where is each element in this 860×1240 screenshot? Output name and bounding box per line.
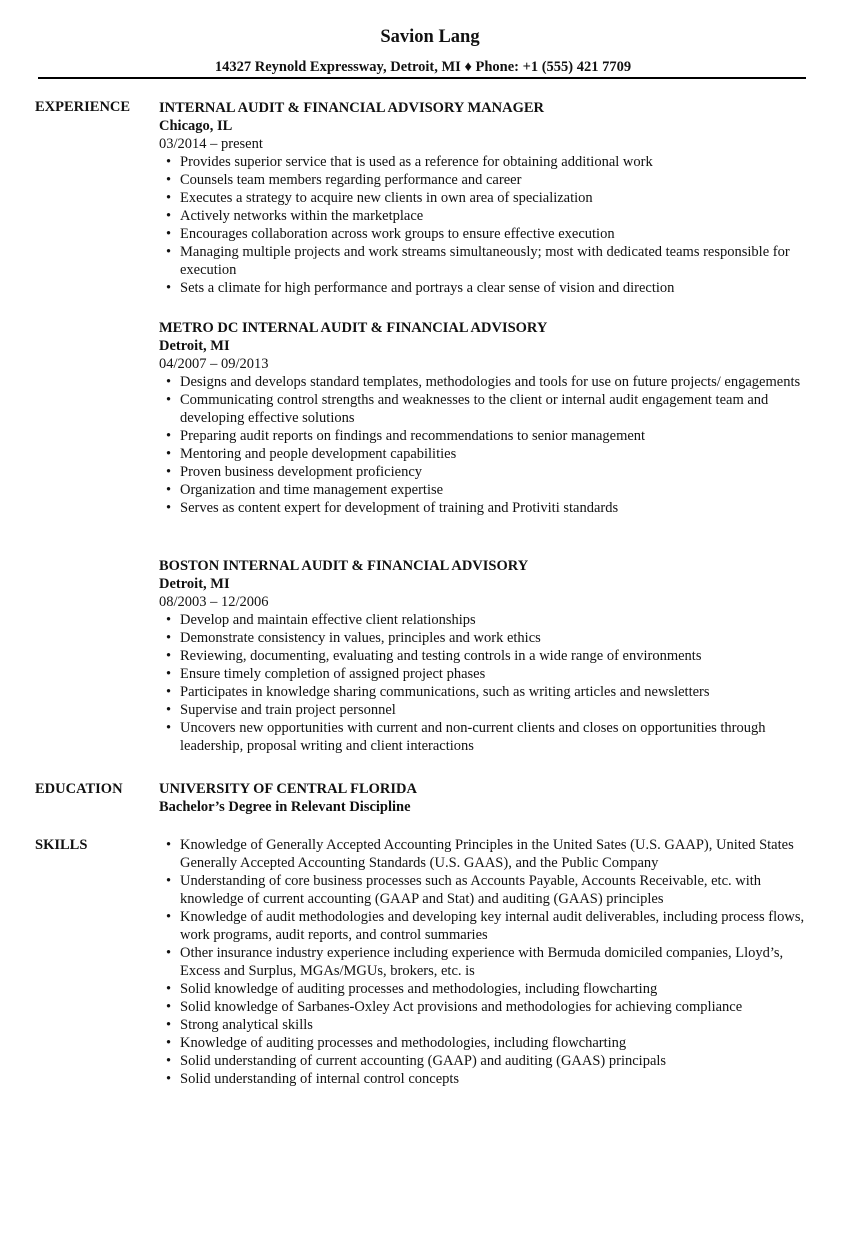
list-item: • Uncovers new opportunities with current and non-current clients and closes on opportunities through leadership, proposal writing and client interactions (180, 719, 815, 755)
list-item: • Knowledge of Generally Accepted Accounting Principles in the United Sates (U.S. GAAP), United States Generally Accepted Accounting Standards (U.S. GAAS), and the Public Company (180, 836, 815, 872)
list-item: • Executes a strategy to acquire new clients in own area of specialization (180, 189, 815, 207)
list-item: • Designs and develops standard templates, methodologies and tools for use on future projects/ engagements (180, 373, 815, 391)
job-entry (159, 319, 815, 517)
job-bullets (159, 611, 815, 755)
list-item: • Demonstrate consistency in values, principles and work ethics (180, 629, 815, 647)
job-bullets (159, 373, 815, 517)
list-item: • Other insurance industry experience including experience with Bermuda domiciled companies, Lloyd’s, Excess and Surplus, MGAs/MGUs, brokers, etc. is (180, 944, 815, 980)
job-dates: 04/2007 – 09/2013 (159, 356, 269, 372)
job-title: METRO DC INTERNAL AUDIT & FINANCIAL ADVISORY (159, 320, 548, 336)
job-title: BOSTON INTERNAL AUDIT & FINANCIAL ADVISORY (159, 558, 529, 574)
list-item: • Participates in knowledge sharing communications, such as writing articles and newsletters (180, 683, 815, 701)
list-item: • Solid knowledge of auditing processes and methodologies, including flowcharting (180, 980, 815, 998)
list-item: • Actively networks within the marketplace (180, 207, 815, 225)
job-entry (159, 99, 815, 297)
skills-list (159, 836, 815, 1088)
list-item: • Reviewing, documenting, evaluating and testing controls in a wide range of environments (180, 647, 815, 665)
list-item: • Solid understanding of current accounting (GAAP) and auditing (GAAS) principals (180, 1052, 815, 1070)
candidate-name: Savion Lang (380, 27, 480, 47)
list-item: • Organization and time management expertise (180, 481, 815, 499)
job-dates: 08/2003 – 12/2006 (159, 594, 269, 610)
skills-entry (159, 836, 815, 1088)
list-item: • Encourages collaboration across work groups to ensure effective execution (180, 225, 815, 243)
school-name: UNIVERSITY OF CENTRAL FLORIDA (159, 781, 417, 797)
job-entry (159, 557, 815, 755)
list-item: • Counsels team members regarding performance and career (180, 171, 815, 189)
job-title: INTERNAL AUDIT & FINANCIAL ADVISORY MANAGER (159, 100, 545, 116)
job-location: Detroit, MI (159, 576, 230, 592)
list-item: • Mentoring and people development capabilities (180, 445, 815, 463)
list-item: • Supervise and train project personnel (180, 701, 815, 719)
list-item: • Ensure timely completion of assigned project phases (180, 665, 815, 683)
list-item: • Sets a climate for high performance and portrays a clear sense of vision and direction (180, 279, 815, 297)
list-item: • Knowledge of audit methodologies and developing key internal audit deliverables, including process flows, work programs, audit reports, and control summaries (180, 908, 815, 944)
list-item: • Understanding of core business processes such as Accounts Payable, Accounts Receivable, etc. with knowledge of current accounting (GAAP and Stat) and auditing (GAAS) principles (180, 872, 815, 908)
list-item: • Proven business development proficiency (180, 463, 815, 481)
skills-heading: SKILLS (35, 837, 88, 853)
list-item: • Provides superior service that is used as a reference for obtaining additional work (180, 153, 815, 171)
list-item: • Serves as content expert for development of training and Protiviti standards (180, 499, 815, 517)
job-bullets (159, 153, 815, 297)
list-item: • Strong analytical skills (180, 1016, 815, 1034)
list-item: • Communicating control strengths and weaknesses to the client or internal audit engagement team and developing effective solutions (180, 391, 815, 427)
header-divider (38, 77, 806, 79)
job-location: Detroit, MI (159, 338, 230, 354)
list-item: • Managing multiple projects and work streams simultaneously; most with dedicated teams responsible for execution (180, 243, 815, 279)
list-item: • Develop and maintain effective client relationships (180, 611, 815, 629)
experience-heading: EXPERIENCE (35, 99, 131, 115)
list-item: • Solid understanding of internal control concepts (180, 1070, 815, 1088)
list-item: • Preparing audit reports on findings and recommendations to senior management (180, 427, 815, 445)
job-dates: 03/2014 – present (159, 136, 263, 152)
list-item: • Solid knowledge of Sarbanes-Oxley Act provisions and methodologies for achieving compliance (180, 998, 815, 1016)
contact-line: 14327 Reynold Expressway, Detroit, MI ♦ Phone: +1 (555) 421 7709 (214, 59, 632, 75)
degree: Bachelor’s Degree in Relevant Discipline (159, 799, 411, 815)
education-entry (159, 780, 815, 816)
job-location: Chicago, IL (159, 118, 233, 134)
list-item: • Knowledge of auditing processes and methodologies, including flowcharting (180, 1034, 815, 1052)
education-heading: EDUCATION (35, 781, 123, 797)
